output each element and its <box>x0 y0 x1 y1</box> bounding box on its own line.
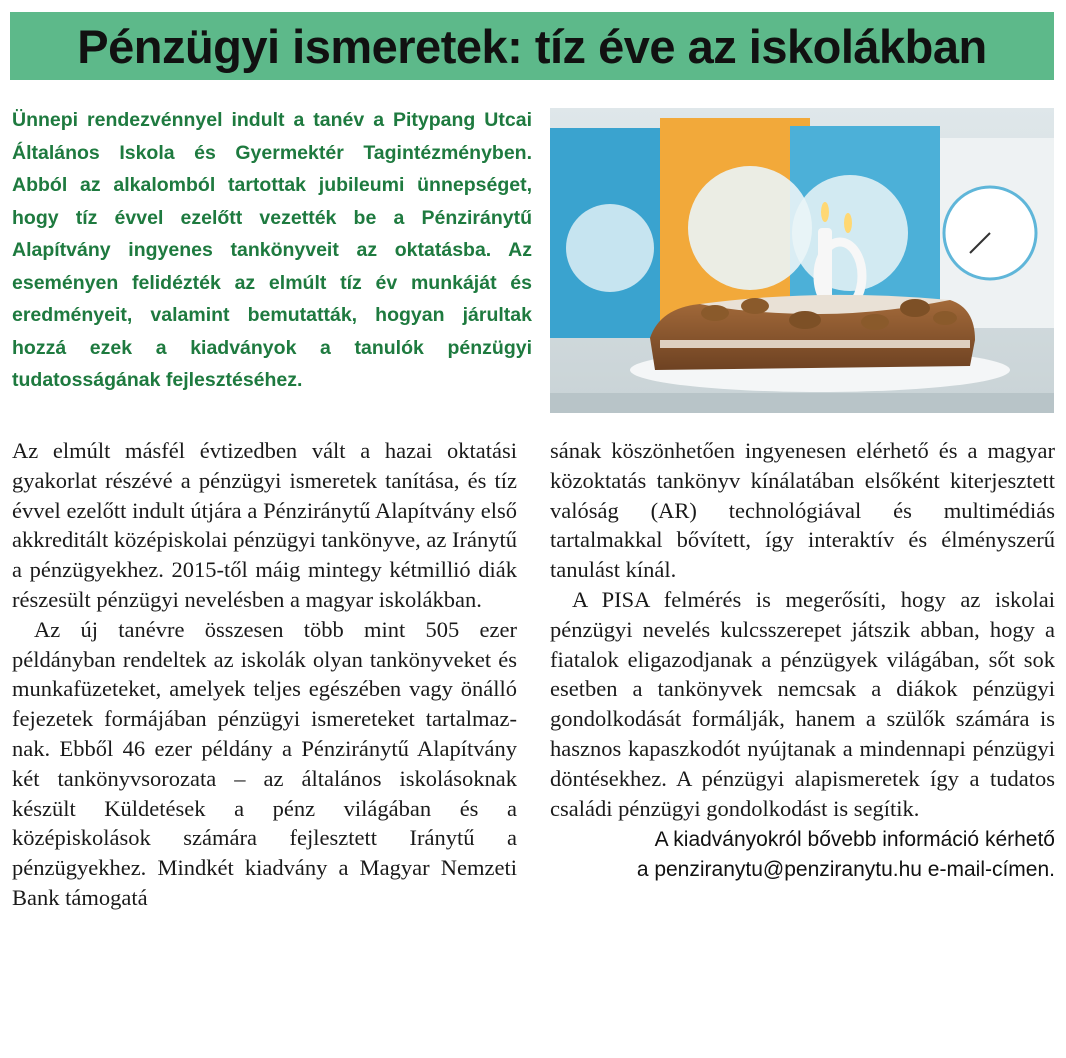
right-paragraph-2: A PISA felmérés is megerősíti, hogy az iskolai pénzügyi nevelés kulcsszerepet játszik abban, hogy a fiatalok eligazodjanak a pénzügyek világában, sőt sok esetben a tankönyvek nemcsak a diákok pénzügyi gondolkodását formálják, hanem a szülők számára is hasznos kapaszkodót nyújtanak a mindennapi pénzügyi döntésekhez. A pénzügyi alapismeretek így a tudatos családi pénzügyi gondolkodást is segítik. <box>550 586 1055 821</box>
title-bar <box>10 12 1054 80</box>
left-paragraph-2: Az új tanévre összesen több mint 505 ezer példányban rendeltek az iskolák olyan tankönyveket és munkafüzeteket, amelyek teljes egészében vagy önálló fejezetek formájában pénzügyi ismereteket tartalmaznak. Ebből 46 ezer példány a Pénziránytű Alapítvány két tankönyvsorozata – az általános iskolásoknak készült Küldetések a pénz világában és a középiskolások számára fejlesztett Iránytű a pénzügyekhez. Mindkét kiadvány a Magyar Nemzeti Bank támogatá <box>12 616 517 910</box>
left-paragraph-1: Az elmúlt másfél évtizedben vált a hazai oktatási gyakorlat részévé a pénzügyi ismeretek tanítása, és tíz évvel ezelőtt indult útjára a Pénziránytű Alapítvány első akkreditált középiskolai pénzügyi tankönyve, az Iránytű a pénzügyekhez. 2015-től máig mintegy kétmillió diák részesült pénzügyi nevelésben a magyar iskolákban. <box>12 438 517 612</box>
cake-photo-image <box>550 108 1054 413</box>
contact-info <box>550 825 1055 885</box>
article-lead: Ünnepi rendezvénnyel indult a tanév a Pitypang Utcai Általános Iskola és Gyermektér Tagintézményben. Abból az alkalomból tartottak jubileumi ünnepséget, hogy tíz évvel ezelőtt vezették be a Pénziránytű Alapítvány ingyenes tankönyveit az oktatásba. Az eseményen felidézték az elmúlt tíz év munkáját és eredményeit, valamint bemutatták, hogyan járultak hozzá ezek a kiadványok a tanulók pénzügyi tudatosságának fejlesztéséhez. <box>12 109 532 391</box>
contact-line-1: A kiadványokról bővebb információ kérhető <box>654 828 1055 852</box>
cake-photo <box>550 108 1054 413</box>
right-column <box>550 436 1055 885</box>
left-column <box>12 436 517 913</box>
article-title: Pénzügyi ismeretek: tíz éve az iskolákban <box>77 19 987 73</box>
right-paragraph-1: sának köszönhetően ingyenesen elérhető és a magyar közoktatás tankönyv kínálatában elsőként kiterjesztett valóság (AR) technológiával és multimédiás tartalmakkal bővített, így interaktív és élményszerű tanulást kínál. <box>550 438 1055 583</box>
contact-line-2: a penziranytu@penziranytu.hu e-mail-címen. <box>636 858 1055 882</box>
